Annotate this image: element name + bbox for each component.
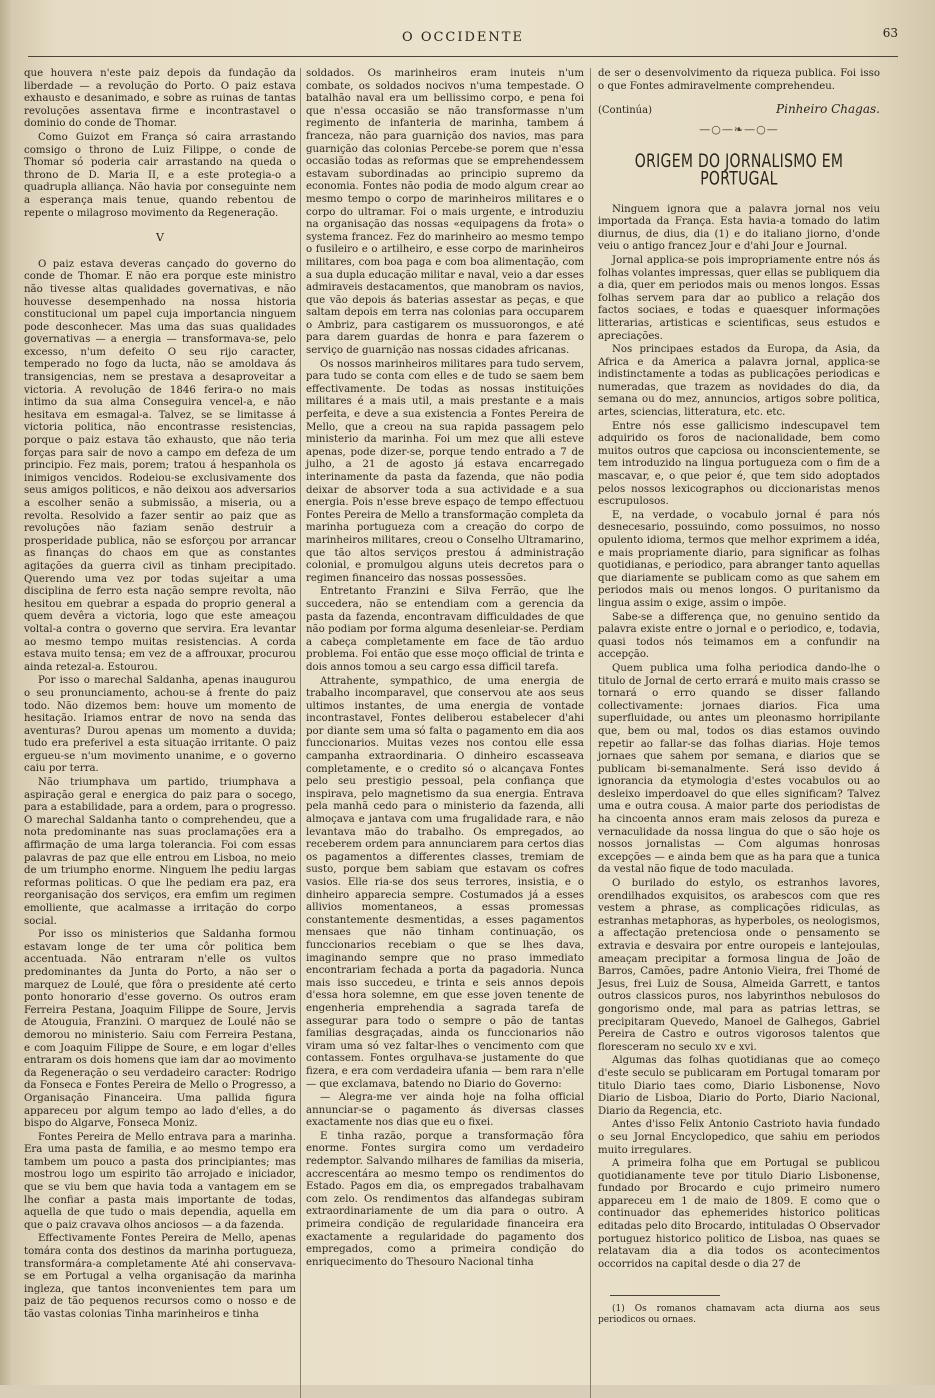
page-header [28, 26, 898, 52]
continua-note: (Continúa) [598, 105, 652, 117]
paragraph: Não triumphava um partido, triumphava a aspiração geral e energica do paiz para o socego, para a estabilidade, para a ordem, para o progresso. O marechal Saldanha tanto o comprehendeu, que a nota predominante nas suas proclamações era a affirmação de uma larga tolerancia. Foi com essas palavras de paz que elle entrou em Lisboa, no meio de um triumpho enorme. Ninguem lhe pediu largas reformas politicas. O que lhe pediam era paz, era reorganisação dos serviços, era emfim um regimen emolliente, que acalmasse a irritação do corpo social. [24, 777, 296, 927]
paragraph: Attrahente, sympathico, de uma energia de trabalho incomparavel, que conservou ate aos seus ultimos instantes, de uma energia de vontade incontrastavel, Fontes deliberou estabelecer d'ahi por diante sem uma só falta o pagamento em dia aos funccionarios. Muitas vezes nos contou elle essa campanha extraordinaria. O dinheiro escasseava completamente, e o credito só o alcançava Fontes pelo seu prestigio pessoal, pela confiança que inspirava, pelo magnetismo da sua energia. Entrava pela manhã cedo para o ministerio da fazenda, alli almoçava e jantava com uma frugalidade rara, e não levantava mão do trabalho. Os empregados, ao receberem ordem para annunciarem para certos dias os pagamentos a differentes classes, tremiam de susto, porque bem sabiam que estavam os cofres vasios. Elle ria-se dos seus terrores, insistia, e o dinheiro apparecia sempre. Costumados já a esses allivios momentaneos, a essas promessas constantemente desmentidas, a esses pagamentos mensaes que não tinham continuação, os funccionarios recebiam o que se lhes dava, imaginando sempre que no praso immediato encontrariam fechada a porta da pagadoria. Nunca mais isso succedeu, e trinta e seis annos depois d'essa hora solemne, em que esse joven tenente de engenheria emprehendia a sagrada tarefa de assegurar para todo o sempre o pão de tantas familias desgraçadas, ainda os funccionarios não viram uma só vez faltar-lhes o vencimento com que contassem. Fontes orgulhava-se justamente do que fizera, e era com verdadeira ufania — bem rara n'elle — que exclamava, batendo no Diario do Governo: [306, 675, 584, 1090]
publication-title: O OCCIDENTE [402, 30, 524, 45]
paragraph: Algumas das folhas quotidianas que ao começo d'este seculo se publicaram em Portugal tomaram por titulo Diario taes como, Diario Lisbonense, Novo Diario de Lisboa, Diario do Porto, Diario Nacional, Diario da Regencia, etc. [598, 1055, 880, 1117]
paragraph: Jornal applica-se pois impropriamente entre nós ás folhas volantes impressas, quer ellas se publiquem dia a dia, quer em periodos mais ou menos longos. Essas folhas servem para dar ao publico a relação dos factos sociaes, e todas e quaesquer informações litterarias, artisticas e scientificas, seus estudos e apreciações. [598, 254, 880, 342]
paragraph: Antes d'isso Felix Antonio Castrioto havia fundado o seu Jornal Encyclopedico, que sahiu em periodos muito irregulares. [598, 1119, 880, 1156]
paragraph: — Alegra-me ver ainda hoje na folha official annunciar-se o pagamento ás diversas classes exactamente nos dias que eu o fixei. [306, 1092, 584, 1129]
paragraph: Fontes Pereira de Mello entrava para a marinha. Era uma pasta de familia, e ao mesmo tempo era tambem um pouco a pasta dos principiantes; mas mostrou logo um espirito tão arrojado e iniciador, que se viu bem que havia toda a vantagem em se lhe confiar a pasta mais importante de todas, aquella de que tudo o mais dependia, aquella em que o paiz cravava olhos anciosos — a da fazenda. [24, 1131, 296, 1231]
paragraph: E, na verdade, o vocabulo jornal é para nós desnecesario, possuindo, como possuimos, no nosso opulento idioma, termos que melhor exprimem a idéa, e mais propriamente diario, para significar as folhas quotidianas, e periodico, para abranger tanto aquellas que diariamente se publicam como as que sahem em periodos mais ou menos longos. O puritanismo da lingua assim o exige, assim o impõe. [598, 509, 880, 609]
paragraph: Quem publica uma folha periodica dando-lhe o titulo de Jornal de certo errará e muito mais crasso se tornará o erro quando se disser fallando collectivamente: jornaes diarios. Fica uma superfluidade, ou antes um pleonasmo horripilante que, bem ou mal, todos os dias estamos ouvindo repetir ao fallar-se das folhas diarias. Hoje temos jornaes que sahem por semana, e diarios que se publicam bi-semanalmente. Será isso devido á ignorancia da etymologia d'estes vocabulos ou ao desleixo imperdoavel do que elles significam? Talvez uma e outra cousa. A maior parte dos periodistas de ha cincoenta annos eram mais zelosos da pureza e vernaculidade da nossa lingua do que o são hoje os nossos jornalistas — Com algumas honrosas excepções — e ainda bem que as ha para que a tunica da vestal não fique de todo maculada. [598, 662, 880, 876]
paragraph: Como Guizot em França só caira arrastando comsigo o throno de Luiz Filippe, o conde de Thomar só poderia cair arrastando na queda o throno de D. Maria II, e a este protegia-o a quadrupla alliança. Não havia por conseguinte nem a esperança mais tenue, quando rebentou de repente o milagroso movimento da Regeneração. [24, 131, 296, 219]
column-3 [598, 68, 880, 1327]
article-title: ORIGEM DO JORNALISMO EM PORTUGAL [634, 151, 844, 190]
paragraph: Por isso o marechal Saldanha, apenas inaugurou o seu pronunciamento, achou-se á frente do paiz todo. Não dizemos bem: houve um momento de hesitação. Iriamos entrar de novo na senda das aventuras? Durou apenas um momento a duvida; tudo era preferivel a esta situação irritante. O paiz ergueu-se n'um movimento unanime, e o governo caiu por terra. [24, 675, 296, 775]
paragraph: Os nossos marinheiros militares para tudo servem, para tudo se conta com elles e de tudo se saem bem effectivamente. De todas as nossas instituições militares é a mais util, a mais prestante e a mais perfeita, e deve a sua existencia a Fontes Pereira de Mello, que a creou na sua rapida passagem pelo ministerio da marinha. Foi um mez que alli esteve apenas, pode dizer-se, porque tendo entrado a 7 de julho, a 21 de agosto já estava encarregado interinamente da pasta da fazenda, que não podia deixar de absorver toda a sua actividade e a sua energia. Pois n'esse breve espaço de tempo effectuou Fontes Pereira de Mello a transformação completa da marinha portugueza com a creação do corpo de marinheiros militares, creou o Conselho Ultramarino, que tão altos serviços prestou á administração colonial, e promulgou alguns uteis decretos para o regimen financeiro das nossas possessões. [306, 358, 584, 584]
section-numeral: V [156, 231, 164, 245]
paragraph: Effectivamente Fontes Pereira de Mello, apenas tomára conta dos destinos da marinha portugueza, transformára-a completamente Até ahi conservava-se em Portugal a velha organisação da marinha ingleza, que tantos inconvenientes tem para um paiz de tão pequenos recursos como o nosso e de tão vastas colonias Tinha marinheiros e tinha [24, 1233, 296, 1320]
paragraph: soldados. Os marinheiros eram inuteis n'um combate, os soldados nocivos n'uma tempestade. O batalhão naval era um bellissimo corpo, e pena foi que n'essa occasião se não transformasse n'um regimento de infanteria de marinha, tambem á franceza, não para guarnição dos navios, mas para guarnição das colonias Percebe-se porem que n'essa occasião todas as reformas que se emprehendessem estavam subordinadas ao principio supremo da economia. Fontes não podia de modo algum crear ao mesmo tempo o corpo de marinheiros militares e o corpo do ultramar. Foi o mais urgente, e introduziu na organisação das nossas «equipagens da frota» o systema francez. Fez do marinheiro ao mesmo tempo o fusileiro e o artilheiro, e esse corpo de marinheiros militares, com boa paga e com boa alimentação, com a sua dupla educação militar e naval, veio a dar esses admiraveis destacamentos, que manobram os navios, que vão depois ás baterias assestar as peças, e que saltam depois em terra nas colonias para occuparem o Ambriz, para castigarem os mussuorongos, e até para darem guardas de honra e para fazerem o serviço de guarnição nas nossas cidades africanas. [306, 68, 584, 357]
page-number: 63 [882, 26, 898, 40]
article-signoff [598, 103, 880, 118]
paragraph: O paiz estava deveras cançado do governo do conde de Thomar. E não era porque este ministro não tivesse altas qualidades governativas, e não houvesse desempenhado na nossa historia constitucional um papel cuja importancia ninguem pode desconhecer. Mas uma das suas qualidades governativas — a energia — transformava-se, pelo excesso, n'um defeito O seu rijo caracter, temperado no fogo da lucta, não se amoldava ás transigencias, nem se prestava a desaproveitar a victoria. A revolução de 1846 ferira-o no mais intimo da sua alma Conseguira vencel-a, e não hesitava em esmagal-a. Talvez, se se limitasse á victoria politica, não encontrasse resistencias, porque o paiz estava tão exhausto, que não teria forças para sair de novo a campo em defeza de um principio. Fez mais, porem; tratou á hespanhola os inimigos vencidos. Rodeiou-se exclusivamente dos seus amigos politicos, e não deixou aos adversarios a escolher senão a submissão, a miseria, ou a revolta. Resolvido a fazer sentir ao paiz que as revoluções não faziam senão destruir a prosperidade publica, não se esforçou por arrancar as finanças do chaos em que as constantes agitações da guerra civil as tinham precipitado. Querendo uma vez por todas sujeitar a uma disciplina de ferro esta nação sempre revolta, não hesitou em quebrar a espada do proprio general a quem devêra a victoria, logo que este ameaçou voltal-a contra o governo que servira. Era levantar ao mesmo tempo muitas resistencias. A corda estava muito tensa; em vez de a affrouxar, procurou ainda retezal-a. Estourou. [24, 258, 296, 673]
paragraph: Ninguem ignora que a palavra jornal nos veiu importada da França. Esta havia-a tomado do latim diurnus, de dius, dia (1) e do italiano jiorno, d'onde veiu o antigo francez Jour e d'ahi Jour e Journal. [598, 203, 880, 253]
column-1 [24, 68, 296, 1323]
paragraph: O burilado do estylo, os estranhos lavores, orendilhados exquisitos, os arabescos com que res vestem a phrase, as complicações ridiculas, as estranhas metaphoras, as hyperboles, os neologismos, a affectação pretenciosa onde o pensamento se extravia e desvaira por entre ouropeis e lantejoulas, ameaçam precipitar a formosa lingua de João de Barros, Camões, padre Antonio Vieira, frei Thomé de Jesus, frei Luiz de Sousa, Almeida Garrett, e tantos outros classicos puros, nos labyrinthos nebulosos do gongorismo onde, mal para as patrias lettras, se precipitaram Quevedo, Manoel de Galhegos, Gabriel Pereira de Castro e outros vigorosos talentos que floresceram no seculo xv e xvi. [598, 878, 880, 1053]
paragraph: E tinha razão, porque a transformação fôra enorme. Fontes surgira como um verdadeiro redemptor. Salvando milhares de familias da miseria, accrescentára ao mesmo tempo os rendimentos do Estado. Pagos em dia, os empregados trabalhavam com zelo. Os rendimentos das alfandegas subiram extraordinariamente de um dia para o outro. A primeira condição de regularidade financeira era exactamente a regularidade do pagamento dos empregados, como a primeira condição do enriquecimento do Thesouro Nacional tinha [306, 1130, 584, 1268]
paragraph: que houvera n'este paiz depois da fundação da liberdade — a revolução do Porto. O paiz estava exhausto e desanimado, e sobre as ruinas de tantas revoluções assentava firme e incontrastavel o dominio do conde de Thomar. [24, 68, 296, 130]
column-divider [590, 68, 591, 1398]
paragraph: Sabe-se a differença que, no genuino sentido da palavra existe entre o jornal e o periodico, e, todavia, quasi todos nós teimamos em a confundir na accepção. [598, 611, 880, 661]
paragraph: Entre nós esse gallicismo indescupavel tem adquirido os foros de nacionalidade, bem como muitos outros que capciosa ou inconscientemente, se tem introduzido na lingua portugueza com o fim de a mascavar, e, o que peior é, que tem sido adoptados pelos nossos lexicographos ou diccionaristas menos escrupulosos. [598, 420, 880, 508]
page-binding-edge [0, 0, 14, 1385]
column-divider [300, 68, 301, 1398]
paragraph: A primeira folha que em Portugal se publicou quotidianamente teve por titulo Diario Lisbonense, fundado por Brocardo e cujo primeiro numero appareceu em 1 de maio de 1809. E como que o continuador das ephemerides historico politicas editadas pelo dito Brocardo, intituladas O Observador portuguez historico politico de Lisboa, nas quaes se relatavam dia a dia todos os acontecimentos occorridos na capital desde o dia 27 de [598, 1158, 880, 1270]
paragraph: Entretanto Franzini e Silva Ferrão, que lhe succedera, não se entendiam com a gerencia da pasta da fazenda, encontravam difficuldades de que não podiam por forma alguma desenleiar-se. Perdiam a cabeça completamente em face de tão arduo problema. Foi então que esse moço official de trinta e dois annos tomou a seu cargo essa difficil tarefa. [306, 586, 584, 673]
footnote: (1) Os romanos chamavam acta diurna aos seus periodicos ou ornaes. [598, 1304, 880, 1326]
column-2 [306, 68, 584, 1270]
header-rule [28, 56, 898, 57]
ornament-divider: —○—❧—○— [699, 122, 779, 136]
paragraph: de ser o desenvolvimento da riqueza publica. Foi isso o que Fontes admiravelmente comprehendeu. [598, 68, 880, 92]
author-signature: Pinheiro Chagas. [776, 102, 880, 117]
paragraph: Nos principaes estados da Europa, da Asia, da Africa e da America a palavra jornal, applica-se indistinctamente a todas as publicações periodicas e numeradas, que trazem as novidades do dia, da semana ou do mez, annuncios, artigos sobre politica, artes, sciencias, litteratura, etc. etc. [598, 344, 880, 419]
paragraph: Por isso os ministerios que Saldanha formou estavam longe de ter uma côr politica bem accentuada. Não entraram n'elle os vultos predominantes da Junta do Porto, a não ser o marquez de Loulé, que fôra o presidente até certo ponto honorario d'esse governo. Os outros eram Ferreira Pestana, Joaquim Filippe de Soure, Jervis de Atouguia, Franzini. O marquez de Loulé não se demorou no ministerio. Saiu com Ferreira Pestana, e com Joaquim Filippe de Soure, e em logar d'elles entraram os dois homens que iam dar ao movimento da Regeneração o seu verdadeiro caracter: Rodrigo da Fonseca e Fontes Pereira de Mello o Progresso, a Organisação Financeira. Uma pallida figura appareceu por algum tempo ao lado d'elles, a do bispo do Algarve, Fonseca Moniz. [24, 929, 296, 1130]
footnote-rule [610, 1295, 720, 1296]
